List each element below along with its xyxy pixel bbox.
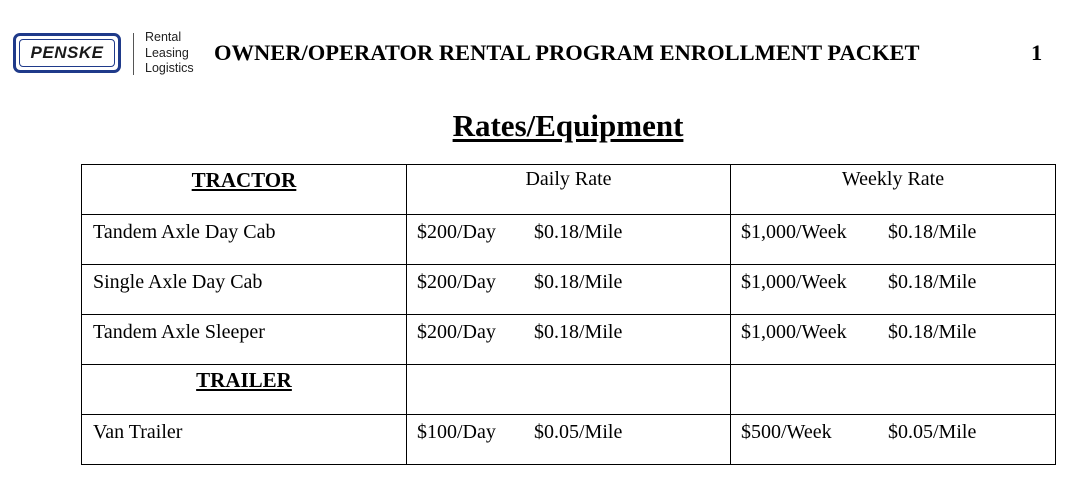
daily-base-rate: $100/Day bbox=[417, 421, 496, 443]
empty-cell bbox=[407, 365, 731, 415]
weekly-mile-rate: $0.18/Mile bbox=[888, 271, 977, 293]
weekly-rate-cell bbox=[731, 215, 1056, 265]
trailer-header-row bbox=[82, 365, 1056, 415]
table-header-row bbox=[82, 165, 1056, 215]
daily-rate-header: Daily Rate bbox=[407, 165, 731, 215]
daily-mile-rate: $0.18/Mile bbox=[534, 221, 623, 243]
table-row bbox=[82, 215, 1056, 265]
weekly-base-rate: $1,000/Week bbox=[741, 321, 847, 343]
weekly-mile-rate: $0.05/Mile bbox=[888, 421, 977, 443]
weekly-rate-cell bbox=[731, 315, 1056, 365]
equipment-name: Tandem Axle Day Cab bbox=[82, 215, 407, 265]
weekly-base-rate: $500/Week bbox=[741, 421, 832, 443]
tractor-header-cell bbox=[82, 165, 407, 215]
weekly-rate-cell bbox=[731, 265, 1056, 315]
logo-tagline bbox=[145, 30, 194, 77]
daily-mile-rate: $0.05/Mile bbox=[534, 421, 623, 443]
empty-cell bbox=[731, 365, 1056, 415]
weekly-base-rate: $1,000/Week bbox=[741, 221, 847, 243]
logo-divider bbox=[133, 33, 134, 75]
tagline-rental: Rental bbox=[145, 30, 182, 44]
tractor-header: TRACTOR bbox=[191, 168, 297, 192]
daily-mile-rate: $0.18/Mile bbox=[534, 321, 623, 343]
weekly-rate-header: Weekly Rate bbox=[731, 165, 1056, 215]
daily-mile-rate: $0.18/Mile bbox=[534, 271, 623, 293]
daily-rate-cell bbox=[407, 315, 731, 365]
penske-logo bbox=[13, 33, 121, 73]
daily-base-rate: $200/Day bbox=[417, 321, 496, 343]
daily-rate-cell bbox=[407, 415, 731, 465]
daily-base-rate: $200/Day bbox=[417, 271, 496, 293]
rates-table bbox=[81, 164, 1056, 465]
trailer-header: TRAILER bbox=[196, 368, 292, 392]
daily-rate-cell bbox=[407, 215, 731, 265]
weekly-mile-rate: $0.18/Mile bbox=[888, 321, 977, 343]
table-row bbox=[82, 315, 1056, 365]
tagline-logistics: Logistics bbox=[145, 61, 194, 75]
equipment-name: Single Axle Day Cab bbox=[82, 265, 407, 315]
weekly-mile-rate: $0.18/Mile bbox=[888, 221, 977, 243]
page-number: 1 bbox=[1031, 40, 1043, 65]
section-title: Rates/Equipment bbox=[452, 108, 684, 143]
weekly-rate-cell bbox=[731, 415, 1056, 465]
trailer-header-cell bbox=[82, 365, 407, 415]
daily-rate-cell bbox=[407, 265, 731, 315]
weekly-base-rate: $1,000/Week bbox=[741, 271, 847, 293]
equipment-name: Tandem Axle Sleeper bbox=[82, 315, 407, 365]
table-row bbox=[82, 265, 1056, 315]
tagline-leasing: Leasing bbox=[145, 45, 189, 60]
table-row bbox=[82, 415, 1056, 465]
equipment-name: Van Trailer bbox=[82, 415, 407, 465]
document-title: OWNER/OPERATOR RENTAL PROGRAM ENROLLMENT PACKET bbox=[214, 40, 920, 65]
logo-wordmark: PENSKE bbox=[19, 39, 115, 67]
daily-base-rate: $200/Day bbox=[417, 221, 496, 243]
